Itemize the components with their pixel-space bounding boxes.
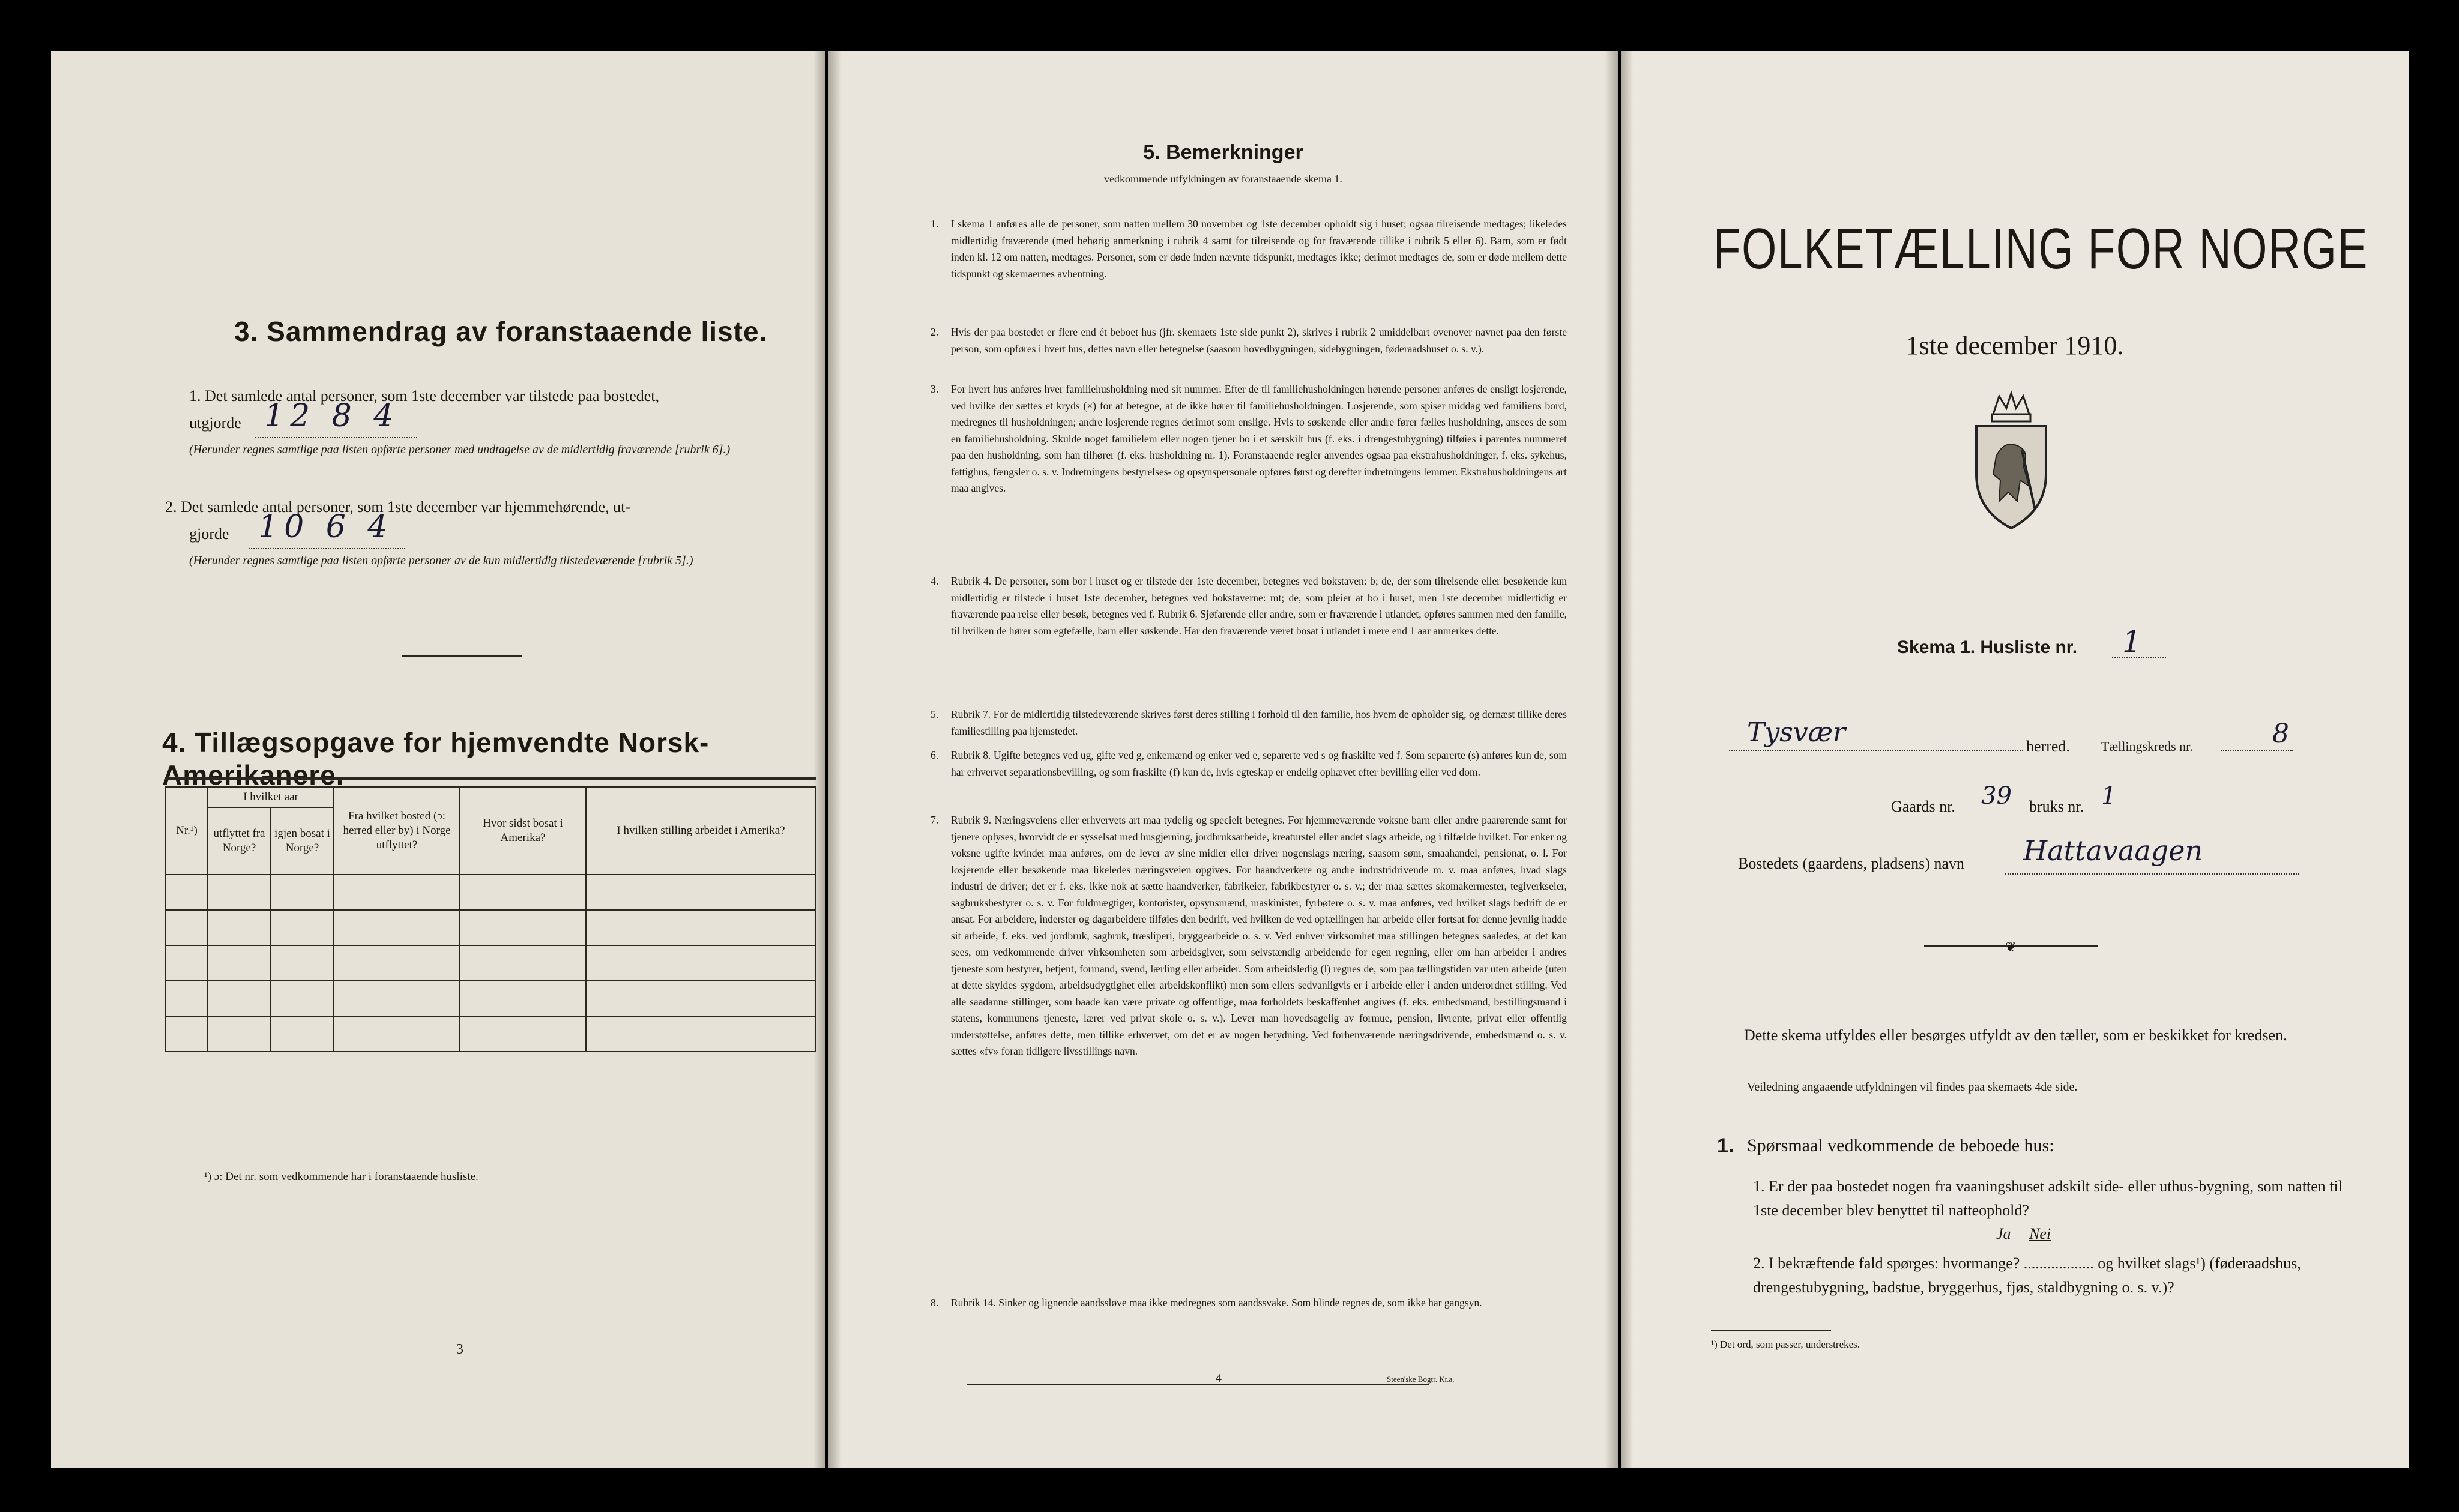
table-top-rule: [165, 777, 816, 780]
remark-item-3: 3. For hvert hus anføres hver familiehusholdning med sit nummer. Efter de til familiehusholdningen hørende personer anføres de ensligt losjerende, ved hvilke der sættes et kryds (×) for at betegne, at de ikke hører til familiehusholdningen. Losjerende, som spiser middag ved familiens bord, medregnes til husholdningen; andre losjerende regnes derimot som enslige. Hvis to søskende eller andre fører fælles husholdning, ansees de som en familiehusholdning. Skulde noget familielem eller nogen tjener bo i et særskilt hus (f. eks. i drengestubygning) tilføies i parentes nummeret paa den husholdning, som han tilhører (f. eks. husholdning nr. 1). Foranstaaende regler anvendes ogsaa paa ekstrahusholdninger, f. eks. sykehus, fattighus, fængsler o. s. v. Indretningens bestyrelses- og opsynspersonale opføres først og derefter indretningens lemmer. Ekstrahusholdningens art maa angives.: [931, 383, 1567, 494]
question-1-note: (Herunder regnes samtlige paa listen opførte personer med undtagelse av de midlertidig fraværende [rubrik 6].): [189, 443, 731, 456]
question-1-prefix: utgjorde: [189, 414, 241, 432]
page-3-summary: [51, 51, 825, 1468]
col-group-aar: I hvilket aar: [208, 787, 334, 807]
col-utflyttet: utflyttet fra Norge?: [208, 807, 271, 875]
questions-heading: Spørsmaal vedkommende de beboede hus:: [1747, 1136, 2054, 1155]
page-1-cover: [1621, 51, 2409, 1468]
table-row: [166, 910, 816, 945]
question-1-options: Ja: [1996, 1225, 2011, 1242]
col-fra-bosted: Fra hvilket bosted (ɔ: herred eller by) i Norge utflyttet?: [334, 787, 460, 875]
bosted-label: Bostedets (gaardens, pladsens) navn: [1738, 855, 1964, 872]
questions-number: 1.: [1717, 1134, 1734, 1157]
remark-item-2: 2. Hvis der paa bostedet er flere end ét beboet hus (jfr. skemaets 1ste side punkt 2), skrives i rubrik 2 umiddelbart ovenover navnet paa den første person, som opføres i hvert hus, dettes navn eller betegnelse (saasom hovedbygningen, sidebygningen, føderaadshuset o. s. v.).: [931, 326, 1567, 355]
page-fold-shadow: [828, 51, 842, 1468]
answer-line: [2112, 657, 2166, 658]
question-2: 2. I bekræftende fald spørges: hvormange? .................. og hvilket slags¹) (føderaadshus, drengestubygning, badstue, bryggerhus, fjøs, staldbygning o. s. v.)?: [1753, 1254, 2301, 1296]
title-wrap: [1621, 216, 2409, 282]
table-row: [166, 981, 816, 1016]
table-row: [166, 1016, 816, 1052]
divider: [402, 655, 522, 657]
question-1-handwritten-answer: 12 8 4: [264, 398, 400, 434]
bottom-rule: [967, 1384, 1429, 1385]
footnote-rule: [1711, 1330, 1831, 1331]
bruks-value: 1: [2101, 782, 2117, 810]
veiledning-text: Veiledning angaaende utfyldningen vil findes paa skemaets 4de side.: [1747, 1080, 2078, 1094]
page-number: 3: [456, 1342, 463, 1357]
section-4-title: 4. Tillægsopgave for hjemvendte Norsk-Amerikanere.: [162, 727, 710, 791]
kreds-value: 8: [2272, 718, 2289, 749]
page-number: 4: [1216, 1372, 1222, 1385]
herred-label: herred.: [2026, 738, 2070, 755]
kreds-label: Tællingskreds nr.: [2101, 739, 2193, 754]
remarks-subtitle: vedkommende utfyldningen av foranstaaende skema 1.: [1104, 173, 1342, 185]
col-igjen-bosat: igjen bosat i Norge?: [271, 807, 334, 875]
remarks-title: 5. Bemerkninger: [1143, 141, 1303, 164]
page-fold-shadow: [1605, 51, 1618, 1468]
remark-item-1: 1. I skema 1 anføres alle de personer, som natten mellem 30 november og 1ste december opholdt sig i huset; ogsaa tilreisende medtages; likeledes midlertidig fraværende (med behørig anmerkning i rubrik 4 samt for tilreisende og for fraværende tillike i rubrik 5 eller 6). Barn, som er født inden kl. 12 om natten, medtages. Personer, som er døde inden nævnte tidspunkt, medtages ikke; derimot medtages de, som er døde mellem dette tidspunkt og skemaernes avhentning.: [931, 218, 1567, 280]
question-2-text: 2. Det samlede antal personer, som 1ste december var hjemmehørende, ut-: [165, 498, 631, 516]
question-2-prefix: gjorde: [189, 525, 229, 543]
col-nr: Nr.¹): [166, 787, 208, 875]
bruks-label: bruks nr.: [2029, 798, 2084, 815]
col-stilling: I hvilken stilling arbeidet i Amerika?: [586, 787, 816, 875]
table-footnote: ¹) ɔ: Det nr. som vedkommende har i foranstaaende husliste.: [204, 1170, 478, 1183]
husliste-number: 1: [2122, 624, 2141, 659]
remark-item-5: 5. Rubrik 7. For de midlertidig tilstedeværende skrives først deres stilling i forhold til den familie, hos hvem de opholder sig, og dernæst tillike deres familiestilling paa hjemstedet.: [931, 708, 1567, 737]
skema-label: Skema 1. Husliste nr.: [1897, 637, 2078, 657]
census-date: 1ste december 1910.: [1905, 331, 2124, 360]
answer-line: [1729, 750, 2023, 751]
remark-item-7: 7. Rubrik 9. Næringsveiens eller erhvervets art maa tydelig og specielt betegnes. For hjemmeværende voksne barn eller andre paarørende samt for tjenere oplyses, hvorvidt de er sysselsat med husgjerning, jordbruksarbeide, kreaturstel eller andet slags arbeide, og i tilfælde hvilket. For enker og voksne ugifte kvinder maa anføres, om de lever av sine midler eller driver nogenslags næring, saasom søm, smaahandel, pensionat, o. l. For losjerende eller besøkende maa likeledes næringsveien opgives. For haandverkere og andre industridrivende m. v. maa anføres, hvad slags industri de driver; det er f. eks. ikke nok at sætte haandverker, fabrikeier, fabrikbestyrer o. s. v.; der maa sættes skomakermester, teglverkseier, sagbruksbestyrer o. s. v. For fuldmægtiger, kontorister, opsynsmænd, maskinister, fyrbøtere o. s. v. maa anføres, ved hvilket slags bedrift de er ansat. For arbeidere, inderster og dagarbeidere tilføies den bedrift, ved hvilken de ved optællingen har arbeide eller fortsat for denne jevnlig hadde sit arbeide, f. eks. ved jordbruk, sagbruk, træsliperi, bryggearbeide o. s. v. Ved enhver virksomhet maa stillingen betegnes saaledes, at det kan sees, om vedkommende driver virksomheten som arbeidsgiver, som selvstændig arbeidende for egen regning, eller om han arbeider i andres tjeneste som bestyrer, betjent, formand, svend, lærling eller arbeider. Som arbeidsledig (l) regnes de, som paa tællingstiden var uten arbeide (uten at dette skyldes sygdom, arbeidsudygtighet eller arbeidskonflikt) men som ellers sedvanligvis er i arbeide eller i anden underordnet stilling. Ved alle saadanne stillinger, som baade kan være private og offentlige, maa forholdets beskaffenhet angives (f. eks. embedsmand, bestillingsmand i statens, kommunens tjeneste, lærer ved privat skole o. s. v.). Lever man hovedsagelig av formue, pension, livrente, privat eller offentlig understøttelse, anføres dette, men tillike erhvervet, om det er av nogen betydning. Ved forhenværende næringsdrivende, embedsmænd o. s. v. sættes «fv» foran tidligere livsstillings navn.: [931, 814, 1567, 1057]
printer-imprint: Steen'ske Bogtr. Kr.a.: [1387, 1375, 1455, 1384]
answer-line: [2221, 750, 2293, 751]
question-1-text: 1. Det samlede antal personer, som 1ste december var tilstede paa bostedet,: [189, 387, 660, 405]
section-3-title: 3. Sammendrag av foranstaaende liste.: [234, 316, 768, 347]
bosted-value: Hattavaagen: [2023, 834, 2203, 867]
instruction-text: Dette skema utfyldes eller besørges utfyldt av den tæller, som er beskikket for kredsen.: [1744, 1026, 2287, 1044]
remark-item-6: 6. Rubrik 8. Ugifte betegnes ved ug, gifte ved g, enkemænd og enker ved e, separerte ved s og fraskilte ved f. Som separerte (s) anføres kun de, som har erhvervet separationsbevilling, og som fraskilte (f) kun de, hvis egteskap er endelig ophævet efter bevilling eller ved dom.: [931, 749, 1567, 778]
remark-item-4: 4. Rubrik 4. De personer, som bor i huset og er tilstede der 1ste december, betegnes ved bokstaven: b; de, der som tilreisende eller besøkende kun midlertidig er tilstede i huset 1ste december, betegnes ved bokstaverne: mt; de, som pleier at bo i huset, men 1ste december midlertidig er fraværende paa reise eller besøk, betegnes ved f. Rubrik 6. Sjøfarende eller andre, som er fraværende i utlandet, opføres sammen med den familie, til hvilken de hører som egtefælle, barn eller søskende. Har den fraværende været bosat i utlandet i mere end 1 aar anmerkes dette.: [931, 575, 1567, 637]
answer-line: [2005, 873, 2299, 875]
herred-value: Tysvær: [1747, 717, 1846, 748]
cover-footnote: ¹) Det ord, som passer, understrekes.: [1711, 1339, 1860, 1350]
question-2-note: (Herunder regnes samtlige paa listen opførte personer av de kun midlertidig tilstedeværende [rubrik 5].): [189, 554, 693, 567]
gaards-value: 39: [1981, 782, 2012, 810]
table-row: [166, 945, 816, 981]
question-1-answer: Nei: [2029, 1225, 2051, 1242]
gaards-label: Gaards nr.: [1891, 798, 1955, 815]
coat-of-arms-icon: [1963, 390, 2059, 531]
remark-item-8: 8. Rubrik 14. Sinker og lignende aandssløve maa ikke medregnes som aandssvake. Som blinde regnes de, som ikke har gangsyn.: [931, 1297, 1482, 1309]
answer-line: [249, 548, 405, 549]
answer-line: [255, 437, 417, 438]
census-title: FOLKETÆLLING FOR NORGE: [1713, 217, 2368, 281]
page-4-remarks: [828, 51, 1618, 1468]
ornament-icon: ❦: [2005, 939, 2017, 954]
norsk-amerikanere-table: [165, 786, 816, 1052]
question-1: 1. Er der paa bostedet nogen fra vaaningshuset adskilt side- eller uthus-bygning, som natten til 1ste december blev benyttet til natteophold?: [1753, 1178, 2343, 1219]
col-hvor-amerika: Hvor sidst bosat i Amerika?: [460, 787, 586, 875]
question-2-handwritten-answer: 10 6 4: [258, 509, 394, 545]
table-row: [166, 875, 816, 910]
